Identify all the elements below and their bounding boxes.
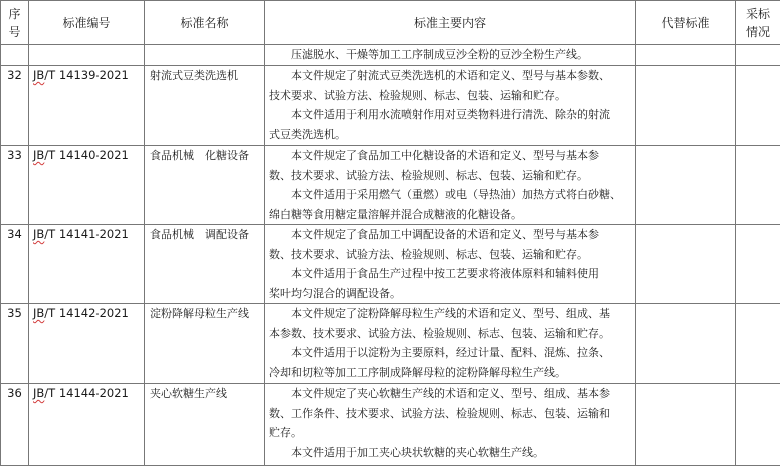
row-seq: 35 bbox=[1, 304, 29, 384]
row-content: 本文件规定了夹心软糖生产线的术语和定义、型号、组成、基本参 数、工作条件、技术要求、试验方法、检验规则、标志、包装、运输和 贮存。 本文件适用于加工夹心块状软糖的夹心软糖生产线。 bbox=[265, 384, 636, 466]
row-code: JB/T 14140-2021 bbox=[29, 146, 145, 225]
row-name: 食品机械 化糖设备 bbox=[145, 146, 265, 225]
header-row bbox=[1, 1, 780, 45]
header-content: 标准主要内容 bbox=[265, 1, 636, 45]
row-adoption bbox=[736, 225, 780, 304]
row-adoption bbox=[736, 304, 780, 384]
row-replaces bbox=[636, 146, 736, 225]
header-code: 标准编号 bbox=[29, 1, 145, 45]
continuation-text: 压滤脱水、干燥等加工工序制成豆沙全粉的豆沙全粉生产线。 bbox=[269, 45, 629, 64]
row-adoption bbox=[736, 384, 780, 466]
row-seq: 36 bbox=[1, 384, 29, 466]
row-replaces bbox=[636, 225, 736, 304]
row-name: 淀粉降解母粒生产线 bbox=[145, 304, 265, 384]
table-row bbox=[1, 66, 780, 146]
row-content: 本文件规定了射流式豆类洗选机的术语和定义、型号与基本参数、 技术要求、试验方法、检验规则、标志、包装、运输和贮存。 本文件适用于利用水流喷射作用对豆类物料进行清洗、除杂的射流 式豆类洗选机。 bbox=[265, 66, 636, 146]
table-row bbox=[1, 384, 780, 466]
continuation-row bbox=[1, 45, 780, 66]
row-code: JB/T 14142-2021 bbox=[29, 304, 145, 384]
row-content: 本文件规定了食品加工中调配设备的术语和定义、型号与基本参 数、技术要求、试验方法、检验规则、标志、包装、运输和贮存。 本文件适用于食品生产过程中按工艺要求将液体原料和辅料使用 桨叶均匀混合的调配设备。 bbox=[265, 225, 636, 304]
row-replaces bbox=[636, 66, 736, 146]
row-code: JB/T 14141-2021 bbox=[29, 225, 145, 304]
row-seq: 34 bbox=[1, 225, 29, 304]
row-seq: 33 bbox=[1, 146, 29, 225]
table-row bbox=[1, 304, 780, 384]
row-replaces bbox=[636, 384, 736, 466]
header-seq: 序号 bbox=[1, 1, 29, 45]
table-row bbox=[1, 146, 780, 225]
header-replaces: 代替标准 bbox=[636, 1, 736, 45]
row-name: 射流式豆类洗选机 bbox=[145, 66, 265, 146]
row-name: 食品机械 调配设备 bbox=[145, 225, 265, 304]
table-row bbox=[1, 225, 780, 304]
row-content: 本文件规定了食品加工中化糖设备的术语和定义、型号与基本参 数、技术要求、试验方法、检验规则、标志、包装、运输和贮存。 本文件适用于采用燃气（重燃）或电（导热油）加热方式将白砂糖、 绵白糖等食用糖定量溶解并混合成糖液的化糖设备。 bbox=[265, 146, 636, 225]
row-content: 本文件规定了淀粉降解母粒生产线的术语和定义、型号、组成、基 本参数、技术要求、试验方法、检验规则、标志、包装、运输和贮存。 本文件适用于以淀粉为主要原料，经过计量、配料、混炼、拉条、 冷却和切粒等加工工序制成降解母粒的淀粉降解母粒生产线。 bbox=[265, 304, 636, 384]
row-code: JB/T 14139-2021 bbox=[29, 66, 145, 146]
row-seq: 32 bbox=[1, 66, 29, 146]
header-adoption: 采标情况 bbox=[736, 1, 780, 45]
row-adoption bbox=[736, 66, 780, 146]
row-name: 夹心软糖生产线 bbox=[145, 384, 265, 466]
header-name: 标准名称 bbox=[145, 1, 265, 45]
row-replaces bbox=[636, 304, 736, 384]
row-code: JB/T 14144-2021 bbox=[29, 384, 145, 466]
row-adoption bbox=[736, 146, 780, 225]
